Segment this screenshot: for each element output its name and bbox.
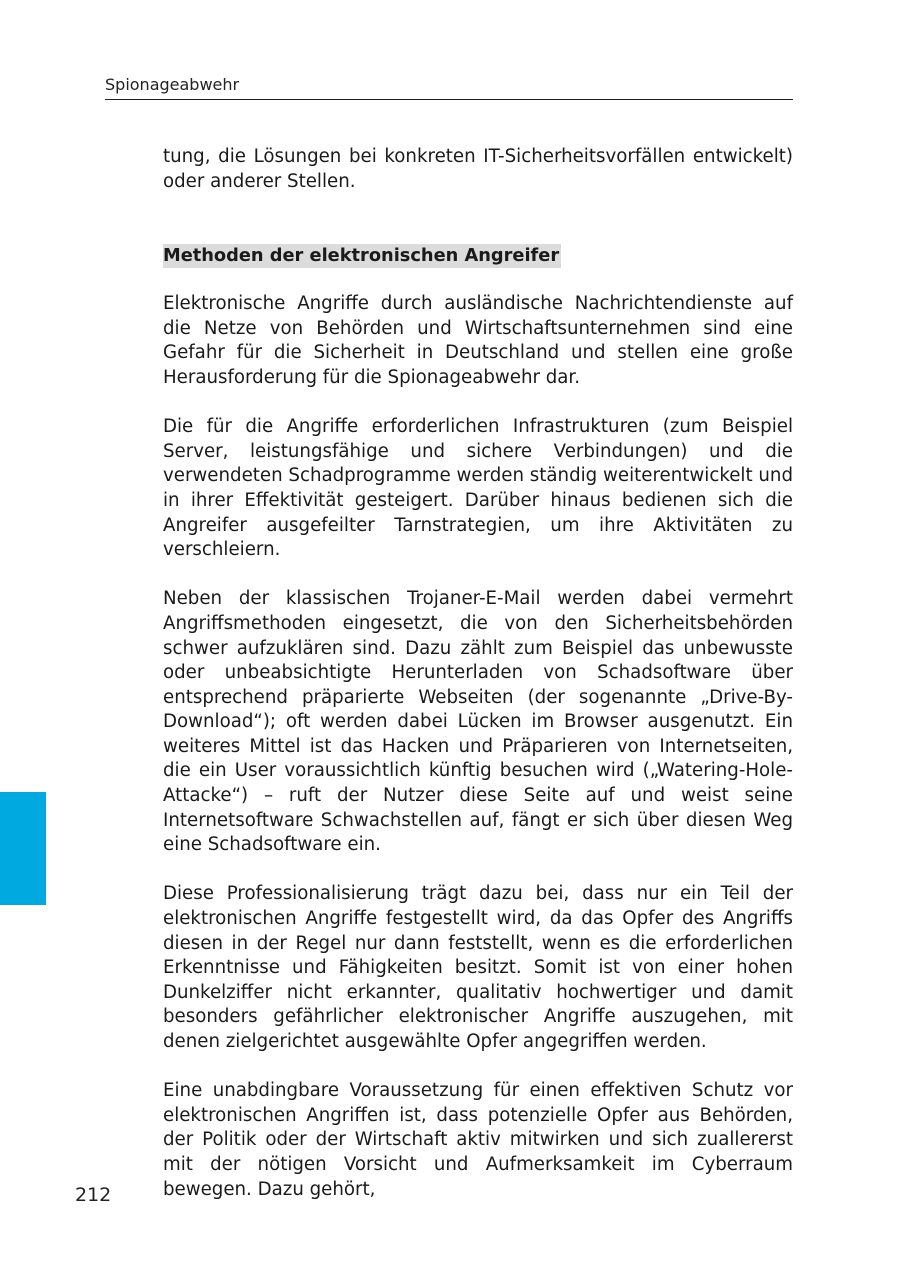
chapter-side-tab — [0, 792, 46, 905]
page-number: 212 — [75, 1184, 112, 1206]
running-title: Spionageabwehr — [105, 75, 240, 94]
intro-paragraph: tung, die Lösungen bei konkreten IT-Sicherheitsvorfällen entwickelt) oder anderer Stellen. — [163, 146, 793, 192]
body-paragraph: Diese Professionalisierung trägt dazu bei, dass nur ein Teil der elektronischen Angriffe festgestellt wird, da das Opfer des Angriffs diesen in der Regel nur dann feststellt, wenn es die erforderlichen Erkenntnisse und Fähigkeiten besitzt. Somit ist von einer hohen Dunkelziffer nicht erkannter, qualitativ hochwertiger und damit besonders gefährlicher elektronischer Angriffe auszugehen, mit denen zielgerichtet ausgewählte Opfer angegriffen werden. — [163, 883, 793, 1052]
section-heading: Methoden der elektronischen Angreifer — [163, 245, 560, 267]
body-paragraph: Die für die Angriffe erforderlichen Infrastrukturen (zum Beispiel Server, leistungsfähige und sichere Verbindungen) und die verwendeten Schadprogramme werden ständig weiterentwickelt und in ihrer Effektivität gesteigert. Darüber hinaus bedienen sich die Angreifer ausgefeilter Tarnstrategien, um ihre Aktivitäten zu verschleiern. — [163, 416, 793, 561]
body-paragraph: Elektronische Angriffe durch ausländische Nachrichtendienste auf die Netze von Behörden und Wirtschaftsunternehmen sind eine Gefahr für die Sicherheit in Deutschland und stellen eine große Herausforderung für die Spionageabwehr dar. — [163, 293, 793, 388]
page-body — [163, 145, 793, 1202]
running-header — [105, 76, 793, 100]
body-paragraph: Eine unabdingbare Voraussetzung für einen effektiven Schutz vor elektronischen Angriffen ist, dass potenzielle Opfer aus Behörden, der Politik oder der Wirtschaft aktiv mitwirken und sich zuallererst mit der nötigen Vorsicht und Aufmerksamkeit im Cyberraum bewegen. Dazu gehört, — [163, 1080, 793, 1200]
body-paragraph: Neben der klassischen Trojaner-E-Mail werden dabei vermehrt Angriffsmethoden eingesetzt, die von den Sicherheitsbehörden schwer aufzuklären sind. Dazu zählt zum Beispiel das unbewusste oder unbeabsichtigte Herunterladen von Schadsoftware über entsprechend präparierte Webseiten (der sogenannte „Drive-By-Download“); oft werden dabei Lücken im Browser ausgenutzt. Ein weiteres Mittel ist das Hacken und Präparieren von Internetseiten, die ein User voraussichtlich künftig besuchen wird („Watering-Hole-Attacke“) – ruft der Nutzer diese Seite auf und weist seine Internetsoftware Schwachstellen auf, fängt er sich über diesen Weg eine Schadsoftware ein. — [163, 588, 793, 856]
